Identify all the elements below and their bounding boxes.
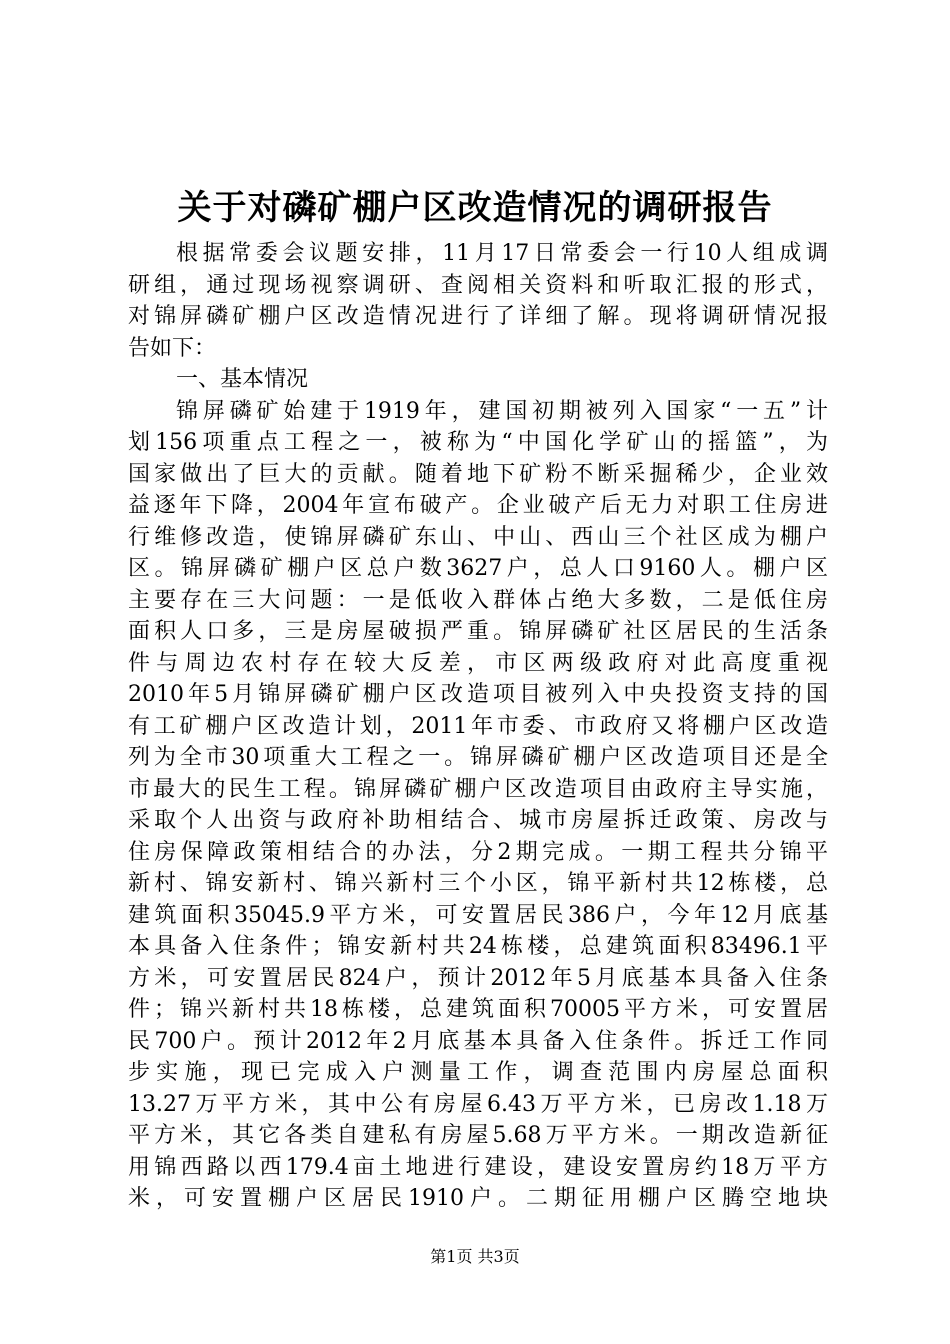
body-line: 面积人口多，三是房屋破损严重。锦屏磷矿社区居民的生活条	[128, 619, 828, 644]
body-line: 区。锦屏磷矿棚户区总户数3627户，总人口9160人。棚户区	[128, 556, 828, 581]
body-line: 步实施，现已完成入户测量工作，调查范围内房屋总面积	[128, 1060, 828, 1085]
body-line: 2010年5月锦屏磷矿棚户区改造项目被列入中央投资支持的国	[128, 682, 828, 707]
body-line: 件与周边农村存在较大反差，市区两级政府对此高度重视	[128, 650, 828, 676]
body-line: 新村、锦安新村、锦兴新村三个小区，锦平新村共12栋楼，总	[128, 871, 828, 896]
body-line: 件；锦兴新村共18栋楼，总建筑面积70005平方米，可安置居	[128, 997, 828, 1022]
body-line: 市最大的民生工程。锦屏磷矿棚户区改造项目由政府主导实施，	[128, 776, 828, 802]
body-line: 行维修改造，使锦屏磷矿东山、中山、西山三个社区成为棚户	[128, 524, 828, 550]
body-line: 采取个人出资与政府补助相结合、城市房屋拆迁政策、房改与	[128, 808, 828, 833]
body-line: 列为全市30项重大工程之一。锦屏磷矿棚户区改造项目还是全	[128, 745, 828, 770]
body-line: 住房保障政策相结合的办法，分2期完成。一期工程共分锦平	[128, 839, 828, 865]
document-body	[128, 238, 828, 1215]
body-line: 用锦西路以西179.4亩土地进行建设，建设安置房约18万平方	[128, 1154, 828, 1180]
body-line: 主要存在三大问题：一是低收入群体占绝大多数，二是低住房	[128, 587, 828, 613]
body-line: 建筑面积35045.9平方米，可安置居民386户，今年12月底基	[128, 902, 828, 928]
body-line: 有工矿棚户区改造计划，2011年市委、市政府又将棚户区改造	[128, 713, 828, 739]
body-line: 国家做出了巨大的贡献。随着地下矿粉不断采掘稀少，企业效	[128, 461, 828, 487]
body-line: 13.27万平方米，其中公有房屋6.43万平方米，已房改1.18万	[128, 1091, 828, 1117]
body-line: 平方米，其它各类自建私有房屋5.68万平方米。一期改造新征	[128, 1123, 828, 1148]
body-line: 益逐年下降，2004年宣布破产。企业破产后无力对职工住房进	[128, 493, 828, 518]
section-heading: 一、基本情况	[176, 367, 309, 392]
body-line: 告如下：	[128, 335, 217, 361]
body-line: 本具备入住条件；锦安新村共24栋楼，总建筑面积83496.1平	[128, 934, 828, 959]
body-line: 方米，可安置居民824户，预计2012年5月底基本具备入住条	[128, 965, 828, 991]
body-line: 米，可安置棚户区居民1910户。二期征用棚户区腾空地块	[128, 1186, 828, 1211]
page-footer: 第1页 共3页	[430, 1247, 520, 1266]
body-line: 划156项重点工程之一，被称为“中国化学矿山的摇篮”，为	[128, 430, 828, 455]
body-line: 对锦屏磷矿棚户区改造情况进行了详细了解。现将调研情况报	[128, 304, 828, 329]
body-line: 根据常委会议题安排，11月17日常委会一行10人组成调	[176, 241, 828, 266]
body-line: 研组，通过现场视察调研、查阅相关资料和听取汇报的形式，	[128, 272, 828, 298]
body-line: 锦屏磷矿始建于1919年，建国初期被列入国家“一五”计	[176, 398, 828, 424]
body-line: 民700户。预计2012年2月底基本具备入住条件。拆迁工作同	[128, 1028, 828, 1054]
document-title: 关于对磷矿棚户区改造情况的调研报告	[177, 188, 773, 228]
